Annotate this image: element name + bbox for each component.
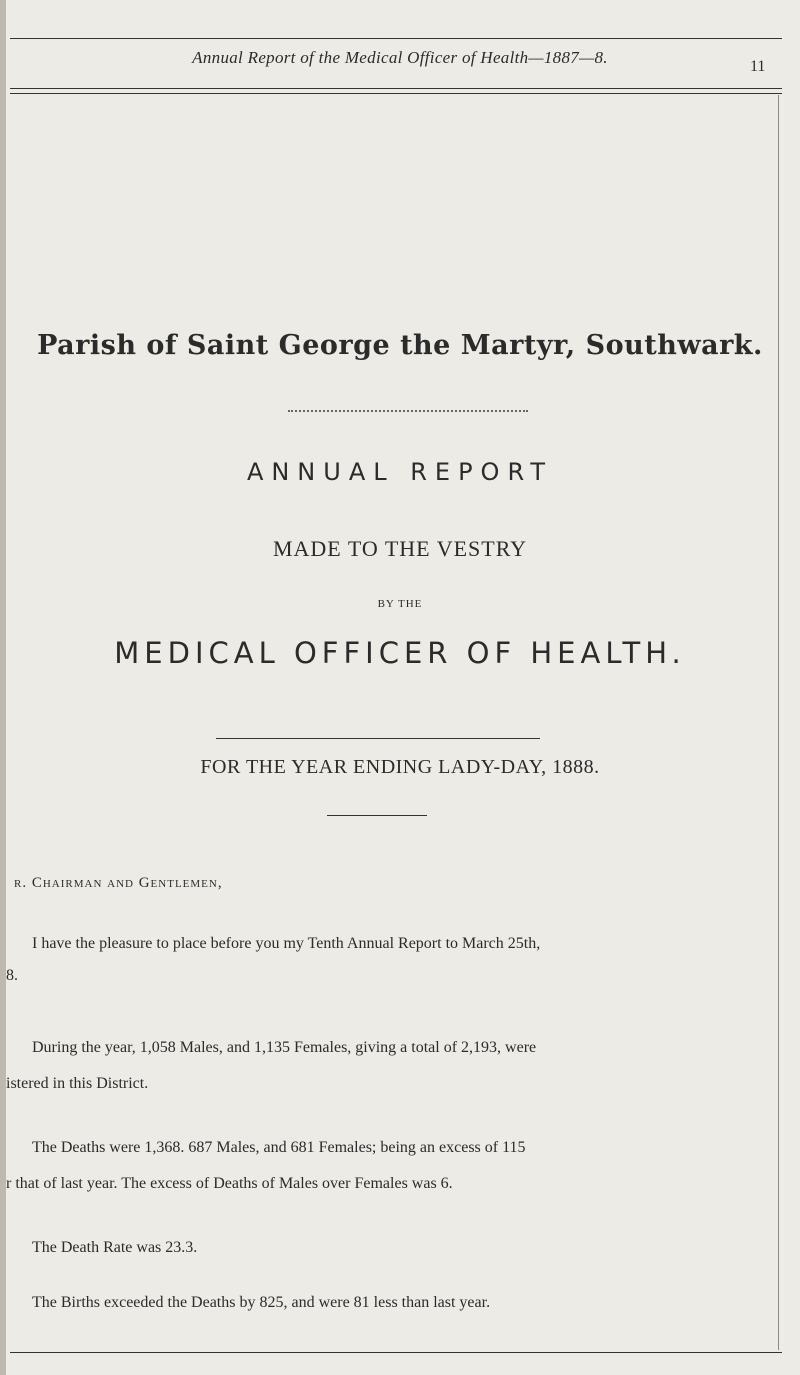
right-margin-line (778, 95, 779, 1350)
header-rule-lower (10, 93, 782, 94)
paragraph-line: During the year, 1,058 Males, and 1,135 Females, giving a total of 2,193, were (32, 1039, 537, 1056)
paragraph-line: istered in this District. (6, 1075, 149, 1092)
header-rule-upper (10, 88, 782, 89)
annual-report-heading: ANNUAL REPORT (246, 458, 554, 486)
by-the-line: BY THE (377, 598, 423, 610)
page-number: 11 (750, 58, 766, 75)
paragraph-births (6, 1030, 772, 1092)
paragraph-line: The Death Rate was 23.3. (32, 1239, 198, 1256)
paragraph-line: I have the pleasure to place before you my Tenth Annual Report to March 25th, (32, 935, 541, 952)
paragraph-line: 8. (6, 967, 18, 984)
medical-officer-heading: MEDICAL OFFICER OF HEALTH. (114, 636, 686, 670)
year-ending-line: FOR THE YEAR ENDING LADY-DAY, 1888. (200, 756, 600, 778)
year-divider (327, 815, 427, 816)
parish-title: Parish of Saint George the Martyr, Southwark. (37, 330, 763, 361)
paragraph-line: The Births exceeded the Deaths by 825, and were 81 less than last year. (32, 1294, 491, 1311)
paragraph-deaths (6, 1130, 772, 1192)
title-divider (216, 738, 540, 739)
paragraph-tenth-report (6, 926, 772, 984)
paragraph-births-exceeded (32, 1285, 772, 1321)
paragraph-line: r that of last year. The excess of Deaths of Males over Females was 6. (6, 1175, 453, 1192)
bottom-rule (10, 1352, 782, 1353)
paragraph-death-rate (32, 1230, 772, 1266)
top-rule (10, 38, 782, 39)
made-to-vestry-line: MADE TO THE VESTRY (272, 536, 528, 561)
salutation: r. Chairman and Gentlemen, (14, 875, 223, 891)
running-title: Annual Report of the Medical Officer of Health—1887—8. (192, 48, 608, 67)
ornamental-divider (288, 410, 528, 418)
paragraph-line: The Deaths were 1,368. 687 Males, and 681 Females; being an excess of 115 (32, 1139, 526, 1156)
